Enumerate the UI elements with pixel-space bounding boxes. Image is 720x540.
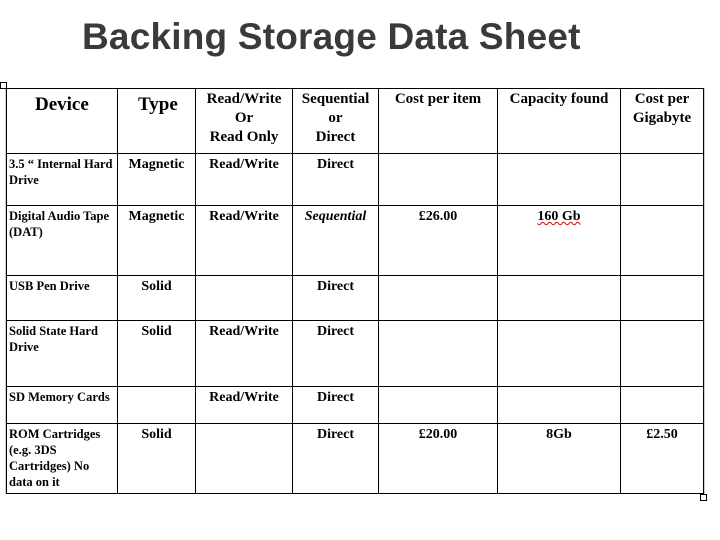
read-write-cell bbox=[196, 276, 293, 321]
data-sheet-table bbox=[6, 88, 704, 494]
cost-cell bbox=[379, 154, 498, 206]
slide-title: Backing Storage Data Sheet bbox=[82, 16, 581, 57]
header-read-write: Read/Write Or Read Only bbox=[196, 89, 293, 154]
access-cell: Direct bbox=[293, 387, 379, 424]
access-cell: Direct bbox=[293, 276, 379, 321]
device-cell: USB Pen Drive bbox=[7, 276, 118, 321]
table-row bbox=[7, 424, 704, 494]
header-device: Device bbox=[7, 89, 118, 154]
read-write-cell: Read/Write bbox=[196, 154, 293, 206]
resize-handle-bottom-right[interactable] bbox=[700, 494, 707, 501]
header-capacity-found: Capacity found bbox=[498, 89, 621, 154]
header-row bbox=[7, 89, 704, 154]
access-cell: Direct bbox=[293, 154, 379, 206]
type-cell: Magnetic bbox=[118, 206, 196, 276]
read-write-cell: Read/Write bbox=[196, 387, 293, 424]
access-cell: Direct bbox=[293, 321, 379, 387]
capacity-cell bbox=[498, 154, 621, 206]
table-row bbox=[7, 387, 704, 424]
device-cell: 3.5 “ Internal Hard Drive bbox=[7, 154, 118, 206]
read-write-cell: Read/Write bbox=[196, 321, 293, 387]
type-cell: Magnetic bbox=[118, 154, 196, 206]
header-type: Type bbox=[118, 89, 196, 154]
read-write-cell: Read/Write bbox=[196, 206, 293, 276]
header-cost-per-item: Cost per item bbox=[379, 89, 498, 154]
cost-cell bbox=[379, 387, 498, 424]
device-cell: ROM Cartridges (e.g. 3DS Cartridges) No data on it bbox=[7, 424, 118, 494]
capacity-cell bbox=[498, 276, 621, 321]
header-sequential-direct: Sequential or Direct bbox=[293, 89, 379, 154]
cost-per-gb-cell bbox=[621, 276, 704, 321]
table-row bbox=[7, 276, 704, 321]
type-cell: Solid bbox=[118, 424, 196, 494]
access-cell: Direct bbox=[293, 424, 379, 494]
cost-per-gb-cell bbox=[621, 387, 704, 424]
read-write-cell bbox=[196, 424, 293, 494]
device-cell: Solid State Hard Drive bbox=[7, 321, 118, 387]
cost-cell: £20.00 bbox=[379, 424, 498, 494]
table-row bbox=[7, 321, 704, 387]
cost-per-gb-cell bbox=[621, 321, 704, 387]
cost-per-gb-cell: £2.50 bbox=[621, 424, 704, 494]
cost-cell bbox=[379, 321, 498, 387]
header-cost-per-gigabyte: Cost per Gigabyte bbox=[621, 89, 704, 154]
capacity-cell: 8Gb bbox=[498, 424, 621, 494]
cost-per-gb-cell bbox=[621, 206, 704, 276]
capacity-cell bbox=[498, 206, 621, 276]
cost-per-gb-cell bbox=[621, 154, 704, 206]
capacity-value: 160 Gb bbox=[537, 209, 581, 224]
capacity-cell bbox=[498, 321, 621, 387]
capacity-cell bbox=[498, 387, 621, 424]
type-cell: Solid bbox=[118, 321, 196, 387]
cost-cell bbox=[379, 276, 498, 321]
access-cell: Sequential bbox=[293, 206, 379, 276]
device-cell: SD Memory Cards bbox=[7, 387, 118, 424]
cost-cell: £26.00 bbox=[379, 206, 498, 276]
type-cell bbox=[118, 387, 196, 424]
device-cell: Digital Audio Tape (DAT) bbox=[7, 206, 118, 276]
table-row bbox=[7, 206, 704, 276]
table-row bbox=[7, 154, 704, 206]
type-cell: Solid bbox=[118, 276, 196, 321]
